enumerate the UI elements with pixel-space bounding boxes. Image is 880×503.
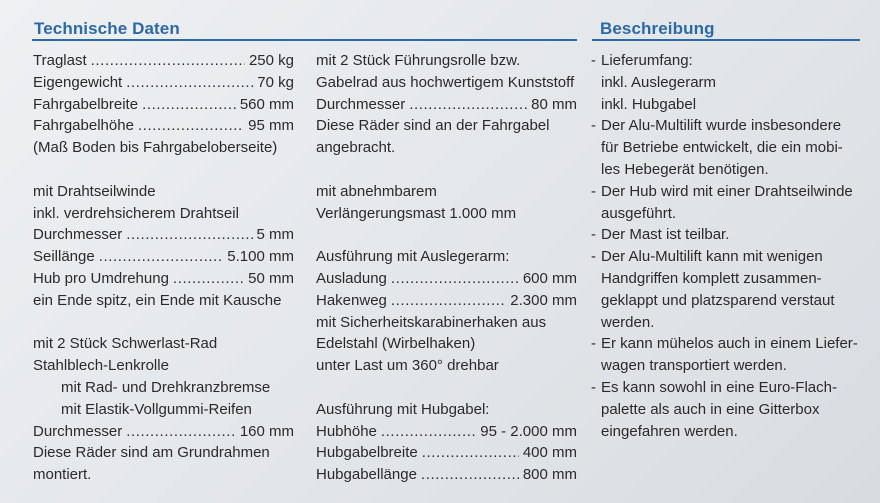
spec-value: 50 mm xyxy=(248,269,294,287)
spec-label: Eigengewicht xyxy=(33,73,123,91)
bullet-text: Es kann sowohl in eine Euro-Flach- xyxy=(601,378,837,396)
spec-label: Durchmesser xyxy=(33,226,123,244)
technische-daten-heading: Technische Daten xyxy=(34,19,180,38)
spec-text: montiert. xyxy=(33,466,92,484)
beschreibung-rule xyxy=(592,39,860,41)
spec-row xyxy=(33,50,294,72)
beschreibung-heading: Beschreibung xyxy=(600,19,715,38)
spec-value: 250 kg xyxy=(248,52,294,69)
bullet-dash: - xyxy=(591,182,596,200)
bullet-dash: - xyxy=(591,226,596,244)
specs-column-middle xyxy=(316,50,577,486)
spec-value: 80 mm xyxy=(531,95,577,113)
bullet-item xyxy=(591,333,861,355)
spec-row xyxy=(316,94,577,116)
bullet-item xyxy=(591,50,861,72)
spec-subnote: mit Rad- und Drehkranzbremse xyxy=(61,378,271,396)
bullet-continuation: wagen transportiert werden. xyxy=(601,357,787,375)
spec-value: 400 mm xyxy=(522,444,577,462)
spec-text: mit Sicherheitskarabinerhaken aus xyxy=(316,313,547,331)
spec-row xyxy=(33,115,294,137)
spec-row xyxy=(316,268,577,290)
bullet-dash: - xyxy=(591,117,596,135)
spec-text: (Maß Boden bis Fahrgabeloberseite) xyxy=(33,139,278,157)
spec-text: Diese Räder sind am Grundrahmen xyxy=(33,444,270,462)
bullet-continuation: palette als auch in eine Gitterbox xyxy=(601,400,820,418)
spec-text: Ausführung mit Auslegerarm: xyxy=(316,248,510,266)
bullet-item xyxy=(591,377,861,399)
spec-value: 800 mm xyxy=(522,466,577,484)
dot-leader xyxy=(99,246,224,268)
spec-text: mit Drahtseilwinde xyxy=(33,182,156,200)
dot-leader xyxy=(91,50,245,72)
spec-subnote: mit Elastik-Vollgummi-Reifen xyxy=(61,400,252,418)
spec-label: Ausladung xyxy=(316,269,387,287)
spec-row xyxy=(316,464,577,486)
spec-value: 70 kg xyxy=(257,73,294,91)
spec-text: mit 2 Stück Führungsrolle bzw. xyxy=(316,52,521,69)
spec-row xyxy=(33,246,294,268)
dot-leader xyxy=(173,268,244,290)
spec-row xyxy=(33,72,294,94)
bullet-text: Der Hub wird mit einer Drahtseilwinde xyxy=(601,182,853,200)
bullet-dash: - xyxy=(591,378,596,396)
bullet-text: Der Alu-Multilift wurde insbesondere xyxy=(601,117,842,135)
bullet-dash: - xyxy=(591,52,596,69)
spec-label: Seillänge xyxy=(33,248,95,266)
spec-row xyxy=(33,94,294,116)
spec-label: Durchmesser xyxy=(316,95,406,113)
dot-leader xyxy=(391,290,506,312)
spec-text: Ausführung mit Hubgabel: xyxy=(316,400,490,418)
spec-text: mit 2 Stück Schwerlast-Rad xyxy=(33,335,218,353)
spec-label: Hubgabelbreite xyxy=(316,444,418,462)
bullet-dash: - xyxy=(591,248,596,266)
dot-leader xyxy=(126,72,253,94)
description-column xyxy=(591,50,861,442)
dot-leader xyxy=(142,94,236,116)
bullet-text: Lieferumfang: xyxy=(601,52,693,69)
spec-label: Hakenweg xyxy=(316,291,387,309)
spec-row xyxy=(33,421,294,443)
spacer xyxy=(316,224,577,246)
dot-leader xyxy=(126,421,236,443)
spec-text: angebracht. xyxy=(316,139,396,157)
spacer xyxy=(316,377,577,399)
dot-leader xyxy=(126,224,252,246)
spacer xyxy=(33,312,294,334)
spec-text: Diese Räder sind an der Fahrgabel xyxy=(316,117,550,135)
bullet-item xyxy=(591,181,861,203)
bullet-item xyxy=(591,224,861,246)
dot-leader xyxy=(138,115,244,137)
technische-daten-rule xyxy=(32,39,577,41)
dot-leader xyxy=(421,464,519,486)
spec-text: unter Last um 360° drehbar xyxy=(316,357,499,375)
spec-value: 5.100 mm xyxy=(227,248,294,266)
spec-label: Traglast xyxy=(33,52,87,69)
dot-leader xyxy=(391,268,519,290)
spec-label: Fahrgabelbreite xyxy=(33,95,139,113)
spec-value: 5 mm xyxy=(256,226,294,244)
spec-text: inkl. verdrehsicherem Drahtseil xyxy=(33,204,239,222)
spec-label: Hubhöhe xyxy=(316,422,377,440)
bullet-text: Er kann mühelos auch in einem Liefer- xyxy=(601,335,858,353)
specs-column-left xyxy=(33,50,294,486)
spec-row xyxy=(316,421,577,443)
bullet-item xyxy=(591,115,861,137)
bullet-text: Der Mast ist teilbar. xyxy=(601,226,730,244)
spec-row xyxy=(33,268,294,290)
bullet-continuation: ausgeführt. xyxy=(601,204,677,222)
bullet-continuation: eingefahren werden. xyxy=(601,422,738,440)
spec-text: ein Ende spitz, ein Ende mit Kausche xyxy=(33,291,282,309)
spec-row xyxy=(316,290,577,312)
bullet-text: Der Alu-Multilift kann mit wenigen xyxy=(601,248,823,266)
spec-value: 95 mm xyxy=(248,117,294,135)
spec-text: Edelstahl (Wirbelhaken) xyxy=(316,335,476,353)
spec-text: Stahlblech-Lenkrolle xyxy=(33,357,169,375)
bullet-continuation: für Betriebe entwickelt, die ein mobi- xyxy=(601,139,843,157)
spec-text: Verlängerungsmast 1.000 mm xyxy=(316,204,517,222)
spec-text: Gabelrad aus hochwertigem Kunststoff xyxy=(316,73,575,91)
bullet-continuation: werden. xyxy=(601,313,655,331)
bullet-dash: - xyxy=(591,335,596,353)
bullet-continuation: inkl. Auslegerarm xyxy=(601,73,717,91)
spec-value: 600 mm xyxy=(522,269,577,287)
spacer xyxy=(33,159,294,181)
spec-value: 160 mm xyxy=(239,422,294,440)
bullet-item xyxy=(591,246,861,268)
dot-leader xyxy=(409,94,527,116)
bullet-continuation: inkl. Hubgabel xyxy=(601,95,697,113)
spec-value: 95 - 2.000 mm xyxy=(480,422,577,440)
spec-value: 2.300 mm xyxy=(510,291,577,309)
spec-row xyxy=(33,224,294,246)
dot-leader xyxy=(422,442,519,464)
bullet-continuation: geklappt und platzsparend verstaut xyxy=(601,291,835,309)
spec-label: Fahrgabelhöhe xyxy=(33,117,134,135)
bullet-continuation: Handgriffen komplett zusammen- xyxy=(601,269,822,287)
dot-leader xyxy=(381,421,476,443)
spec-label: Hub pro Umdrehung xyxy=(33,269,169,287)
spec-label: Hubgabellänge xyxy=(316,466,417,484)
spec-text: mit abnehmbarem xyxy=(316,182,437,200)
bullet-continuation: les Hebegerät benötigen. xyxy=(601,160,769,178)
spec-value: 560 mm xyxy=(239,95,294,113)
spacer xyxy=(316,159,577,181)
spec-row xyxy=(316,442,577,464)
spec-label: Durchmesser xyxy=(33,422,123,440)
